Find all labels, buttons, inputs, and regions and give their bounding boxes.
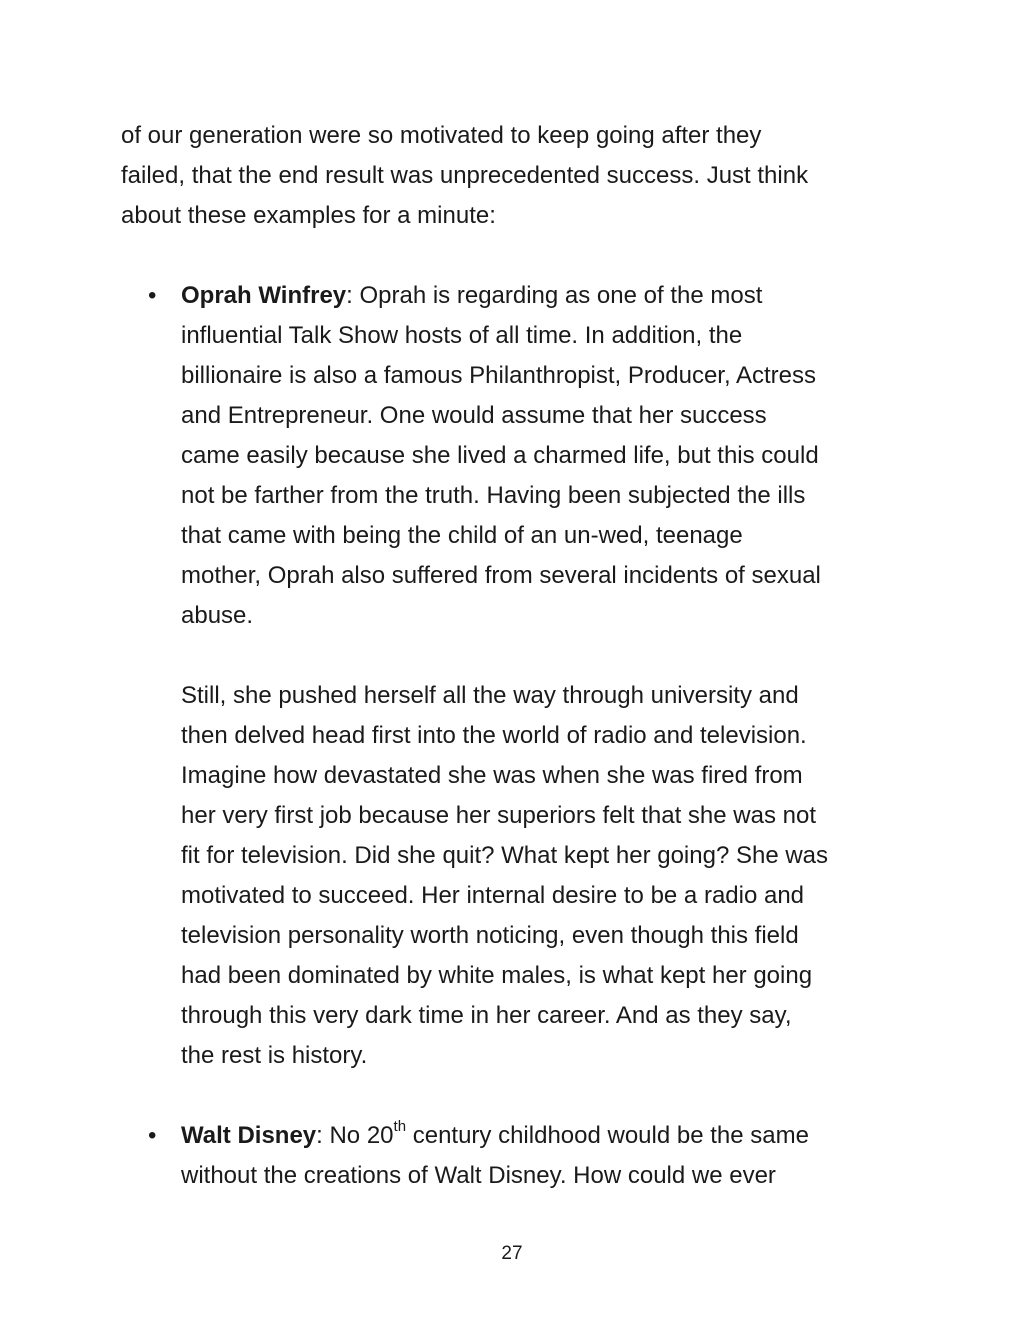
bullet-line-text: : No 20 xyxy=(316,1122,394,1149)
paragraph-line: fit for television. Did she quit? What kept her going? She was xyxy=(181,842,829,869)
bullet-line: that came with being the child of an un-wed, teenage xyxy=(181,522,743,549)
ordinal-superscript: th xyxy=(393,1118,407,1135)
bullet-marker: • xyxy=(148,1122,157,1149)
bullet-first-line xyxy=(181,1116,921,1156)
bullet-line: without the creations of Walt Disney. How could we ever xyxy=(181,1162,776,1189)
paragraph-line: her very first job because her superiors felt that she was not xyxy=(181,802,816,829)
bullet-term: Walt Disney xyxy=(181,1122,317,1149)
bullet-line-text: century childhood would be the same xyxy=(406,1122,809,1149)
bullet-line: influential Talk Show hosts of all time. In addition, the xyxy=(181,322,743,349)
paragraph-line: through this very dark time in her career. And as they say, xyxy=(181,1002,792,1029)
bullet-line: mother, Oprah also suffered from several incidents of sexual xyxy=(181,562,821,589)
bullet-marker: • xyxy=(148,282,157,309)
paragraph-line: the rest is history. xyxy=(181,1042,368,1069)
paragraph-line: then delved head first into the world of radio and television. xyxy=(181,722,807,749)
intro-line: about these examples for a minute: xyxy=(121,202,496,229)
bullet-line: billionaire is also a famous Philanthropist, Producer, Actress xyxy=(181,362,816,389)
paragraph-line: had been dominated by white males, is what kept her going xyxy=(181,962,813,989)
bullet-first-line xyxy=(181,276,921,316)
bullet-walt-disney xyxy=(148,1116,921,1196)
bullet-line: not be farther from the truth. Having been subjected the ills xyxy=(181,482,806,509)
bullet-line: came easily because she lived a charmed life, but this could xyxy=(181,442,819,469)
paragraph-line: Still, she pushed herself all the way through university and xyxy=(181,682,799,709)
bullet-oprah-paragraph-2 xyxy=(181,676,921,1076)
bullet-oprah-winfrey xyxy=(148,276,921,636)
page-number: 27 xyxy=(501,1243,523,1264)
bullet-line-text: : Oprah is regarding as one of the most xyxy=(346,282,763,309)
paragraph-line: Imagine how devastated she was when she was fired from xyxy=(181,762,803,789)
intro-line: of our generation were so motivated to keep going after they xyxy=(121,122,762,149)
bullet-line: abuse. xyxy=(181,602,254,629)
intro-paragraph xyxy=(121,116,911,236)
bullet-line: and Entrepreneur. One would assume that her success xyxy=(181,402,767,429)
bullet-term: Oprah Winfrey xyxy=(181,282,347,309)
paragraph-line: motivated to succeed. Her internal desire to be a radio and xyxy=(181,882,805,909)
intro-line: failed, that the end result was unprecedented success. Just think xyxy=(121,162,809,189)
paragraph-line: television personality worth noticing, even though this field xyxy=(181,922,799,949)
